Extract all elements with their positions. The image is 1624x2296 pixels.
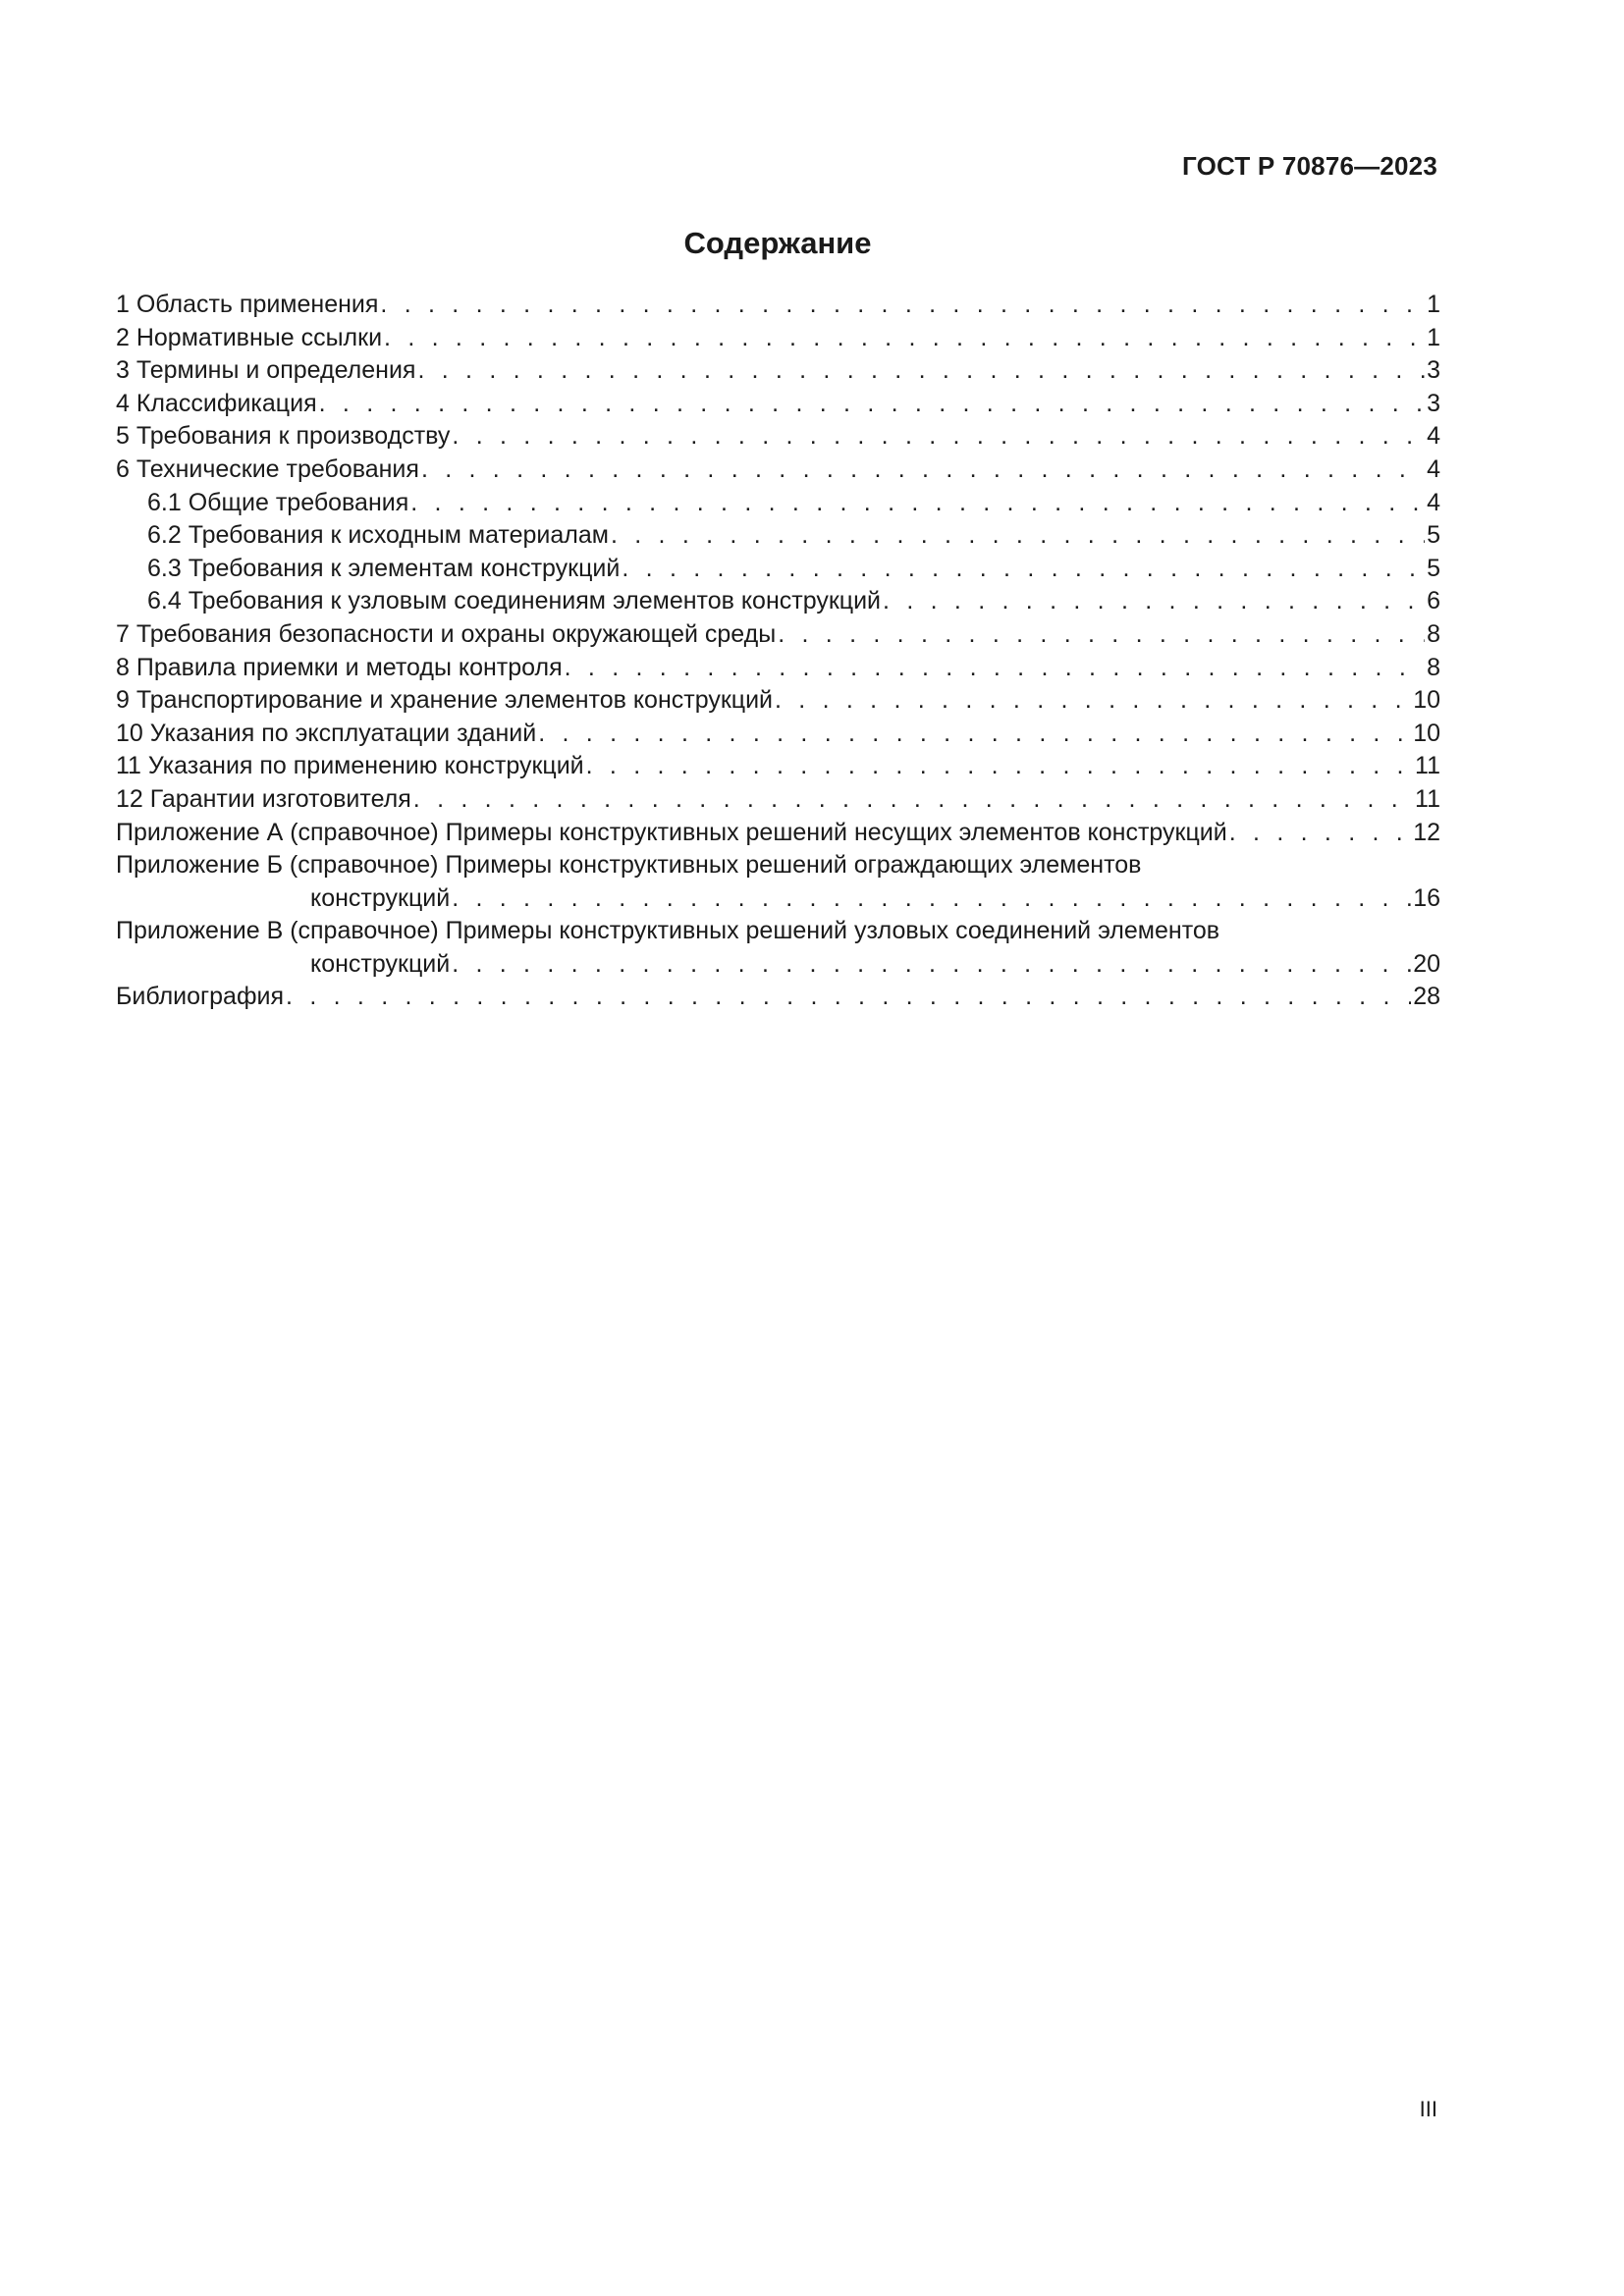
toc-entry-label: 5 Требования к производству	[116, 422, 451, 451]
toc-leader-dots	[565, 652, 1425, 685]
toc-entry-label: 6.1 Общие требования	[147, 488, 409, 516]
toc-entry[interactable]	[116, 454, 1440, 487]
toc-entry-page: 12	[1413, 818, 1440, 846]
toc-leader-dots	[452, 882, 1411, 916]
toc-entry-page: 8	[1427, 653, 1440, 681]
toc-entry-label: 6 Технические требования	[116, 454, 419, 483]
toc-leader-dots	[538, 718, 1411, 751]
toc-leader-dots	[421, 454, 1425, 487]
toc-leader-dots	[410, 487, 1425, 520]
toc-entry[interactable]	[116, 289, 1440, 322]
toc-entry-label: Приложение В (справочное) Примеры конструктивных решений узловых соединений элементов	[116, 917, 1220, 945]
toc-leader-dots	[452, 948, 1411, 982]
toc-entry-page: 20	[1413, 949, 1440, 978]
toc-leader-dots	[778, 618, 1425, 652]
toc-leader-dots	[883, 585, 1425, 618]
toc-leader-dots	[611, 519, 1425, 553]
toc-leader-dots	[286, 981, 1411, 1014]
toc-entry-label: 12 Гарантии изготовителя	[116, 784, 411, 813]
toc-leader-dots	[775, 684, 1411, 718]
toc-subentry[interactable]	[116, 585, 1440, 618]
toc-entry-page: 1	[1427, 291, 1440, 318]
toc-entry-page: 5	[1427, 554, 1440, 582]
toc-leader-dots	[319, 388, 1425, 421]
toc-entry-page: 11	[1415, 752, 1440, 780]
toc-leader-dots	[452, 420, 1425, 454]
toc-leader-dots	[586, 750, 1413, 783]
toc-entry-label: 9 Транспортирование и хранение элементов конструкций	[116, 686, 774, 715]
toc-leader-dots	[1229, 817, 1411, 850]
toc-entry-label: 6.2 Требования к исходным материалам	[147, 521, 609, 550]
toc-entry-appendix-b[interactable]	[116, 849, 1440, 882]
toc-entry-label: 10 Указания по эксплуатации зданий	[116, 719, 537, 747]
toc-entry-appendix-v-continuation[interactable]	[116, 948, 1440, 982]
toc-entry-appendix-b-continuation[interactable]	[116, 882, 1440, 916]
table-of-contents	[116, 289, 1440, 1014]
toc-entry-page: 6	[1427, 587, 1440, 615]
toc-entry-label: Приложение Б (справочное) Примеры конструктивных решений ограждающих элементов	[116, 851, 1142, 880]
toc-entry-page: 10	[1413, 686, 1440, 715]
toc-entry-label: 2 Нормативные ссылки	[116, 323, 383, 351]
toc-entry-page: 4	[1427, 422, 1440, 451]
toc-entry-label: 8 Правила приемки и методы контроля	[116, 653, 563, 681]
toc-entry-label: 6.3 Требования к элементам конструкций	[147, 554, 621, 582]
toc-leader-dots	[413, 783, 1413, 817]
toc-subentry[interactable]	[116, 487, 1440, 520]
toc-entry-appendix-v[interactable]	[116, 915, 1440, 948]
toc-entry-label: Библиография	[116, 983, 285, 1011]
toc-entry[interactable]	[116, 388, 1440, 421]
toc-entry-page: 4	[1427, 454, 1440, 483]
toc-entry-label: 3 Термины и определения	[116, 356, 416, 385]
toc-entry-label: 6.4 Требования к узловым соединениям элементов конструкций	[147, 587, 882, 615]
toc-entry-label: 4 Классификация	[116, 389, 317, 417]
toc-entry-page: 10	[1413, 719, 1440, 747]
toc-entry[interactable]	[116, 322, 1440, 355]
toc-entry-page: 8	[1427, 619, 1440, 648]
toc-entry[interactable]	[116, 618, 1440, 652]
toc-entry-label: конструкций	[310, 883, 451, 912]
toc-entry[interactable]	[116, 420, 1440, 454]
toc-leader-dots	[417, 354, 1425, 388]
toc-entry-page: 11	[1415, 784, 1440, 813]
toc-entry[interactable]	[116, 684, 1440, 718]
toc-entry-page: 3	[1427, 389, 1440, 417]
toc-entry-page: 28	[1413, 983, 1440, 1011]
toc-entry[interactable]	[116, 750, 1440, 783]
toc-entry-bibliography[interactable]	[116, 981, 1440, 1014]
toc-leader-dots	[622, 553, 1425, 586]
toc-entry[interactable]	[116, 354, 1440, 388]
document-id: ГОСТ Р 70876—2023	[1182, 151, 1437, 181]
toc-entry-label: 7 Требования безопасности и охраны окружающей среды	[116, 619, 777, 648]
toc-entry-page: 16	[1413, 883, 1440, 912]
toc-entry[interactable]	[116, 718, 1440, 751]
toc-leader-dots	[380, 289, 1425, 322]
toc-subentry[interactable]	[116, 519, 1440, 553]
toc-subentry[interactable]	[116, 553, 1440, 586]
toc-entry-appendix-a[interactable]	[116, 817, 1440, 850]
toc-entry-page: 4	[1427, 488, 1440, 516]
toc-entry[interactable]	[116, 652, 1440, 685]
toc-entry-page: 1	[1427, 323, 1440, 351]
toc-entry-label: конструкций	[310, 949, 451, 978]
toc-entry-label: 11 Указания по применению конструкций	[116, 752, 584, 780]
toc-entry-label: Приложение А (справочное) Примеры конструктивных решений несущих элементов конструкций	[116, 818, 1227, 846]
toc-entry-label: 1 Область применения	[116, 291, 379, 318]
toc-entry-page: 3	[1427, 356, 1440, 385]
page-number: III	[1419, 2097, 1437, 2121]
toc-title: Содержание	[683, 226, 872, 260]
toc-entry[interactable]	[116, 783, 1440, 817]
toc-entry-page: 5	[1427, 521, 1440, 550]
toc-leader-dots	[384, 322, 1425, 355]
